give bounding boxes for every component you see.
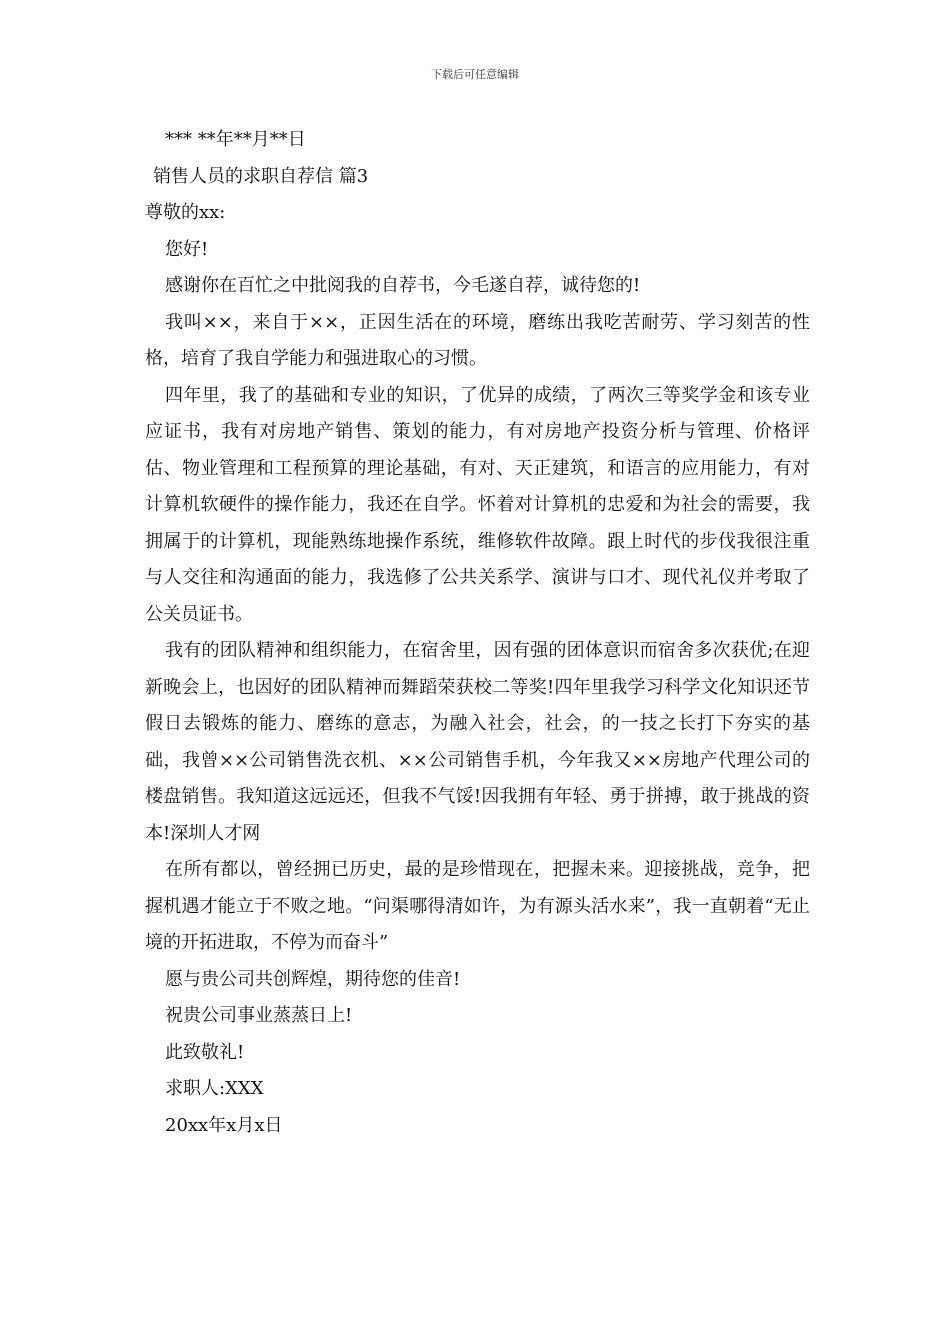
paragraph-teamwork: 我有的团队精神和组织能力，在宿舍里，因有强的团体意识而宿舍多次获优;在迎新晚会上，也因好的团队精神而舞蹈荣获校二等奖!四年里我学习科学文化知识还节假日去锻炼的能力、磨练的意志，为融入社会，社会，的一技之长打下夯实的基础，我曾××公司销售洗衣机、××公司销售手机，今年我又××房地产代理公司的楼盘销售。我知道这远远还，但我不气馁!因我拥有年轻、勇于拼搏，敢于挑战的资本!深圳人才网 [145,640,810,844]
page-header-note: 下载后可任意编辑 [431,68,519,81]
paragraph-introduction: 我叫××，来自于××，正因生活在的环境，磨练出我吃苦耐劳、学习刻苦的性格，培育了我自学能力和强进取心的习惯。 [145,311,810,369]
previous-signature-date: *** **年**月**日 [165,129,306,150]
paragraph-thanks: 感谢你在百忙之中批阅我的自荐书，今毛遂自荐，诚待您的! [165,275,641,296]
salutation: 尊敬的xx: [145,202,226,223]
letter-title: 销售人员的求职自荐信 篇3 [153,165,369,187]
paragraph-education: 四年里，我了的基础和专业的知识，了优异的成绩，了两次三等奖学金和该专业应证书，我有对房地产销售、策划的能力，有对房地产投资分析与管理、价格评估、物业管理和工程预算的理论基础，有对、天正建筑，和语言的应用能力，有对计算机软硬件的操作能力，我还在自学。怀着对计算机的忠爱和为社会的需要，我拥属于的计算机，现能熟练地操作系统，维修软件故障。跟上时代的步伐我很注重与人交往和沟通面的能力，我选修了公共关系学、演讲与口才、现代礼仪并考取了公关员证书。 [145,384,810,625]
paragraph-wish: 愿与贵公司共创辉煌，期待您的佳音! [165,968,461,990]
closing: 此致敬礼! [165,1041,245,1063]
letter-body [145,122,810,1144]
paragraph-outlook: 在所有都以，曾经拥已历史，最的是珍惜现在，把握未来。迎接挑战，竞争，把握机遇才能立于不败之地。“问渠哪得清如许，为有源头活水来”，我一直朝着“无止境的开拓进取，不停为而奋斗” [145,859,810,953]
greeting: 您好! [165,238,209,260]
signer: 求职人:XXX [165,1078,264,1099]
letter-date: 20xx年x月x日 [165,1114,283,1136]
paragraph-blessing: 祝贵公司事业蒸蒸日上! [165,1005,353,1026]
